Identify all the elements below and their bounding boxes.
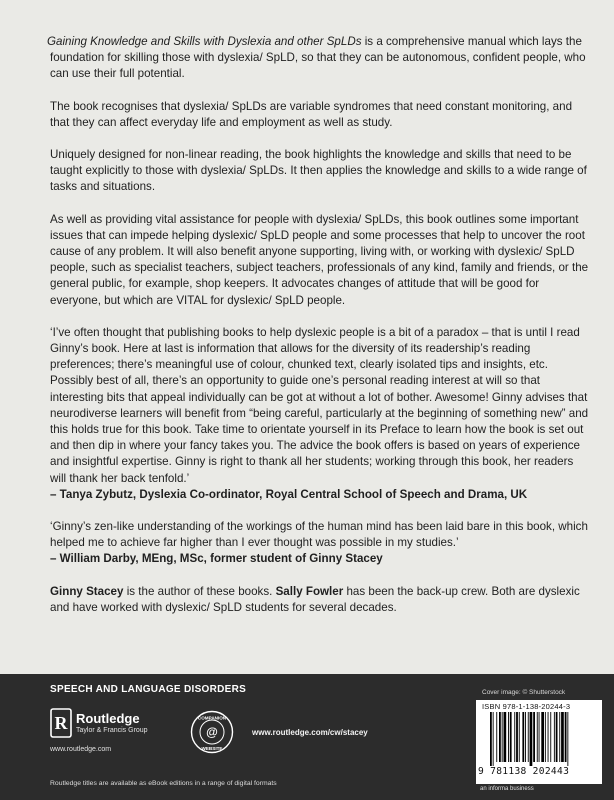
- intro-paragraph-3: Uniquely designed for non-linear reading, the book highlights the knowledge and skills that need to be taught explicitly to those with dyslexia/ SpLDs. It then applies the knowledge and skills to a wide range of tasks and situations.: [50, 148, 587, 194]
- barcode-bar: [539, 712, 540, 762]
- barcode-bar: [545, 712, 546, 762]
- barcode-bar: [528, 712, 529, 762]
- companion-bottom-label: WEBSITE: [201, 746, 223, 751]
- intro-paragraph-2: The book recognises that dyslexia/ SpLDs are variable syndromes that need constant monitoring, and that they can affect everyday life and employment as well as study.: [50, 99, 573, 129]
- barcode-bar: [550, 712, 551, 762]
- barcode-bar: [559, 712, 560, 762]
- publisher-subtitle: Taylor & Francis Group: [76, 726, 148, 734]
- publisher-name: Routledge: [76, 710, 140, 726]
- routledge-logo-icon: [50, 708, 72, 738]
- barcode-bar: [565, 712, 567, 762]
- footer-band: [0, 674, 614, 800]
- ebook-note: Routledge titles are available as eBook editions in a range of digital formats: [50, 780, 277, 787]
- publisher-url[interactable]: www.routledge.com: [50, 746, 112, 753]
- informa-business-label: an informa business: [480, 786, 534, 792]
- barcode-bar: [556, 712, 558, 762]
- barcode-bar: [533, 712, 535, 762]
- barcode-bar: [525, 712, 526, 762]
- author-name-1: Ginny Stacey: [50, 584, 124, 598]
- authors-text-mid: is the author of these books.: [123, 584, 276, 598]
- companion-website-badge-icon[interactable]: [190, 710, 234, 754]
- review-quote-2-text: ‘Ginny’s zen-like understanding of the workings of the human mind has been laid bare in this book, which helped me to achieve far higher than I ever thought was possible in my studies.’: [50, 520, 588, 550]
- review-quote-2-attribution: – William Darby, MEng, MSc, former student of Ginny Stacey: [50, 552, 383, 566]
- review-quote-1-attribution: – Tanya Zybutz, Dyslexia Co-ordinator, Royal Central School of Speech and Drama, UK: [50, 487, 528, 501]
- barcode-bar: [522, 712, 524, 762]
- author-name-2: Sally Fowler: [275, 584, 344, 598]
- publisher-logo-block[interactable]: [50, 708, 148, 738]
- isbn-digits: 9 781138 202443: [478, 766, 570, 777]
- barcode-bar: [493, 712, 494, 766]
- review-quote-2: [50, 519, 590, 568]
- intro-paragraph-1-text: is a comprehensive manual which lays the foundation for skilling those with dyslexia/ SpLD, so that they can be autonomous, confident people, who can use their full potential.: [50, 35, 586, 81]
- companion-url[interactable]: www.routledge.com/cw/stacey: [252, 728, 368, 737]
- barcode-bar: [490, 712, 492, 766]
- svg-text:R: R: [54, 713, 68, 733]
- intro-paragraph-4: As well as providing vital assistance for people with dyslexia/ SpLDs, this book outlines some important issues that can impede helping dyslexic/ SpLD people and some processes that help to uncover the root cause of any problem. It will also benefit anyone supporting, living with, or working with dyslexic/ SpLD people, such as specialist teachers, subject teachers, professionals of any kind, family and friends, or the general public, for example, shop keepers. It advocates changes of attitude that will be good for everyone, but which are VITAL for dyslexic/ SpLD people.: [50, 212, 589, 307]
- barcode-bar: [514, 712, 515, 762]
- barcode-bar: [496, 712, 497, 762]
- barcode-graphic: [490, 712, 590, 766]
- barcode-bar: [510, 712, 512, 762]
- companion-top-label: COMPANION: [197, 715, 227, 721]
- review-quote-1: [50, 325, 590, 503]
- series-label: SPEECH AND LANGUAGE DISORDERS: [50, 684, 247, 695]
- authors-text-rest: has been the back-up crew. Both are dyslexic and have worked with dyslexic/ SpLD students for several decades.: [50, 584, 580, 614]
- barcode-bar: [499, 712, 501, 762]
- barcode-bar: [567, 712, 568, 766]
- isbn-barcode-block: [476, 700, 602, 784]
- review-quote-1-text: ‘I’ve often thought that publishing books to help dyslexic people is a bit of a paradox – that is until I read Ginny’s book. Here at last is information that allows for the diversity of its readership’s reading preferences; there’s meaningful use of colour, chunked text, clearly isolated tips and insights, etc. Possibly best of all, there’s an opportunity to guide one’s personal reading interest at will so that interesting bits that appeal individually can be got at without a lot of bother. Awesome! Ginny advises that neurodiverse learners will benefit from “being careful, particularly at the beginning of something new” and this holds true for this book. Take time to orientate yourself in its Preface to learn how the book is set out and then dip in where your fancy takes you. The advice the book offers is based on years of experience and insightful expertise. Ginny is right to thank all her students; working through this book, her readers will thank her back tenfold.’: [50, 325, 589, 485]
- barcode-bar: [537, 712, 538, 762]
- barcode-bar: [508, 712, 509, 762]
- authors-paragraph: [50, 584, 590, 616]
- barcode-bar: [519, 712, 520, 762]
- barcode-bar: [530, 712, 533, 766]
- barcode-bar: [561, 712, 564, 762]
- cover-credit: Cover image: © Shutterstock: [482, 689, 566, 696]
- isbn-label: ISBN 978-1-138-20244-3: [482, 702, 571, 711]
- barcode-bar: [516, 712, 518, 762]
- intro-paragraph-1: [47, 34, 590, 83]
- barcode-bar: [541, 712, 544, 762]
- barcode-bar: [504, 712, 507, 762]
- back-cover-text: [47, 34, 590, 632]
- barcode-bar: [554, 712, 555, 762]
- barcode-bar: [502, 712, 503, 762]
- barcode-bar: [548, 712, 549, 762]
- svg-text:@: @: [206, 725, 218, 739]
- book-title: Gaining Knowledge and Skills with Dyslexia and other SpLDs: [47, 35, 362, 48]
